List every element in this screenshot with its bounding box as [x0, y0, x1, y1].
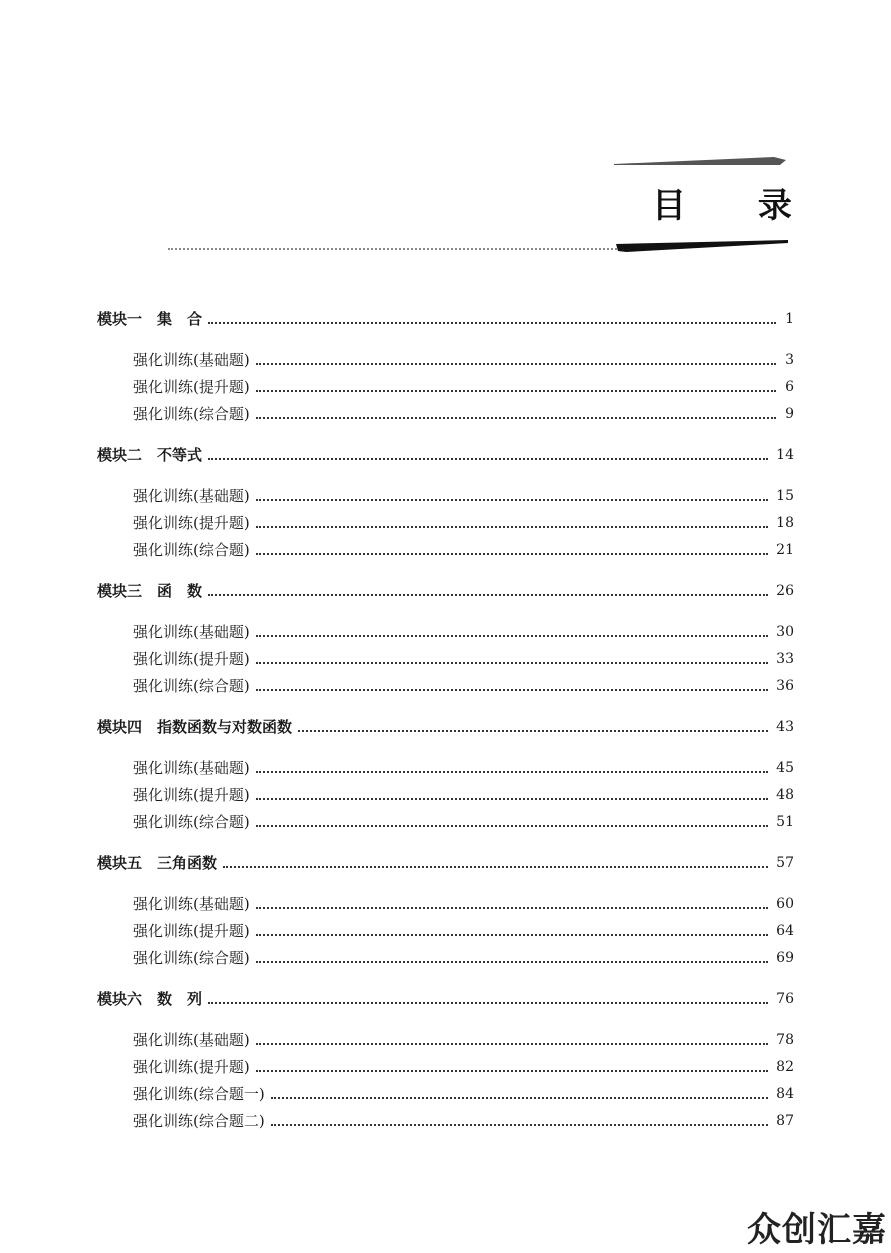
- toc-leader-dots: [298, 730, 768, 732]
- toc-leader-dots: [256, 363, 776, 365]
- toc-page-number: 45: [776, 760, 794, 776]
- toc-leader-dots: [256, 1043, 768, 1045]
- toc-page-number: 9: [785, 406, 794, 422]
- toc-entry-title: 模块一 集 合: [97, 310, 203, 328]
- toc-sub-row[interactable]: [133, 1029, 794, 1051]
- toc-entry-title: 强化训练(综合题二): [133, 1112, 265, 1130]
- toc-entry-title: 强化训练(提升题): [133, 922, 250, 940]
- toc-page-number: 21: [776, 542, 794, 558]
- header-decor-bar-bottom: [616, 240, 788, 252]
- toc-entry-title: 强化训练(基础题): [133, 487, 250, 505]
- toc-entry-title: 强化训练(综合题): [133, 677, 250, 695]
- toc-sub-row[interactable]: [133, 621, 794, 643]
- toc-leader-dots: [271, 1124, 768, 1126]
- toc-entry-title: 模块五 三角函数: [97, 854, 218, 872]
- toc-entry-title: 模块六 数 列: [97, 990, 203, 1008]
- toc-sub-row[interactable]: [133, 403, 794, 425]
- toc-leader-dots: [256, 499, 768, 501]
- toc-page-number: 78: [776, 1032, 794, 1048]
- toc-entry-title: 强化训练(提升题): [133, 514, 250, 532]
- toc-page-number: 82: [776, 1059, 794, 1075]
- toc-page-number: 84: [776, 1086, 794, 1102]
- toc-leader-dots: [256, 907, 768, 909]
- toc-page-number: 76: [776, 991, 794, 1007]
- toc-leader-dots: [271, 1097, 768, 1099]
- toc-leader-dots: [208, 594, 768, 596]
- toc-module-row[interactable]: [97, 716, 794, 738]
- toc-page-number: 6: [785, 379, 794, 395]
- toc-module-row[interactable]: [97, 988, 794, 1010]
- toc-leader-dots: [256, 689, 768, 691]
- toc-entry-title: 强化训练(提升题): [133, 1058, 250, 1076]
- toc-entry-title: 强化训练(提升题): [133, 650, 250, 668]
- toc-page-number: 48: [776, 787, 794, 803]
- toc-entry-title: 强化训练(提升题): [133, 786, 250, 804]
- toc-sub-row[interactable]: [133, 811, 794, 833]
- toc-sub-row[interactable]: [133, 947, 794, 969]
- toc-sub-row[interactable]: [133, 1083, 794, 1105]
- toc-page-number: 57: [776, 855, 794, 871]
- toc-entry-title: 模块四 指数函数与对数函数: [97, 718, 293, 736]
- toc-page-number: 33: [776, 651, 794, 667]
- toc-page-number: 15: [776, 488, 794, 504]
- toc-page-number: 43: [776, 719, 794, 735]
- toc-page-number: 64: [776, 923, 794, 939]
- toc-sub-row[interactable]: [133, 757, 794, 779]
- toc-sub-row[interactable]: [133, 349, 794, 371]
- toc-page-number: 14: [776, 447, 794, 463]
- toc-leader-dots: [256, 1070, 768, 1072]
- toc-page-number: 18: [776, 515, 794, 531]
- toc-module-row[interactable]: [97, 852, 794, 874]
- toc-leader-dots: [208, 458, 768, 460]
- toc-module-row[interactable]: [97, 308, 794, 330]
- toc-leader-dots: [256, 635, 768, 637]
- toc-entry-title: 强化训练(综合题): [133, 405, 250, 423]
- toc-page-number: 87: [776, 1113, 794, 1129]
- toc-sub-row[interactable]: [133, 920, 794, 942]
- toc-sub-row[interactable]: [133, 1056, 794, 1078]
- toc-page-number: 69: [776, 950, 794, 966]
- toc-sub-row[interactable]: [133, 1110, 794, 1132]
- header-decor-bar-top: [614, 157, 786, 166]
- toc-entry-title: 强化训练(基础题): [133, 623, 250, 641]
- toc-entry-title: 强化训练(综合题): [133, 541, 250, 559]
- toc-entry-title: 模块二 不等式: [97, 446, 203, 464]
- toc-leader-dots: [256, 526, 768, 528]
- toc-leader-dots: [256, 417, 776, 419]
- toc-sub-row[interactable]: [133, 539, 794, 561]
- toc-leader-dots: [256, 771, 768, 773]
- toc-leader-dots: [256, 961, 768, 963]
- toc-entry-title: 强化训练(基础题): [133, 351, 250, 369]
- toc-entry-title: 强化训练(综合题一): [133, 1085, 265, 1103]
- toc-entry-title: 强化训练(基础题): [133, 759, 250, 777]
- toc-page-number: 51: [776, 814, 794, 830]
- toc-sub-row[interactable]: [133, 376, 794, 398]
- toc-leader-dots: [223, 866, 768, 868]
- toc-sub-row[interactable]: [133, 485, 794, 507]
- toc-leader-dots: [208, 1002, 768, 1004]
- toc-page-number: 60: [776, 896, 794, 912]
- toc-entry-title: 模块三 函 数: [97, 582, 203, 600]
- page-title: 目 录: [652, 186, 822, 226]
- toc-leader-dots: [256, 553, 768, 555]
- toc-sub-row[interactable]: [133, 784, 794, 806]
- toc-entry-title: 强化训练(基础题): [133, 895, 250, 913]
- toc-sub-row[interactable]: [133, 675, 794, 697]
- toc-leader-dots: [256, 662, 768, 664]
- toc-page-number: 1: [785, 311, 794, 327]
- toc-sub-row[interactable]: [133, 512, 794, 534]
- toc-entry-title: 强化训练(基础题): [133, 1031, 250, 1049]
- toc-leader-dots: [208, 322, 776, 324]
- toc-sub-row[interactable]: [133, 893, 794, 915]
- toc-page-number: 30: [776, 624, 794, 640]
- toc-leader-dots: [256, 825, 768, 827]
- toc-entry-title: 强化训练(提升题): [133, 378, 250, 396]
- watermark-logo: 众创汇嘉: [747, 1210, 887, 1250]
- toc-entry-title: 强化训练(综合题): [133, 949, 250, 967]
- toc-sub-row[interactable]: [133, 648, 794, 670]
- toc-module-row[interactable]: [97, 444, 794, 466]
- header-dotted-rule: [168, 248, 620, 250]
- toc-page-number: 26: [776, 583, 794, 599]
- toc-page-number: 36: [776, 678, 794, 694]
- toc-leader-dots: [256, 798, 768, 800]
- toc-module-row[interactable]: [97, 580, 794, 602]
- toc-leader-dots: [256, 390, 776, 392]
- toc-page-number: 3: [785, 352, 794, 368]
- toc-leader-dots: [256, 934, 768, 936]
- toc-entry-title: 强化训练(综合题): [133, 813, 250, 831]
